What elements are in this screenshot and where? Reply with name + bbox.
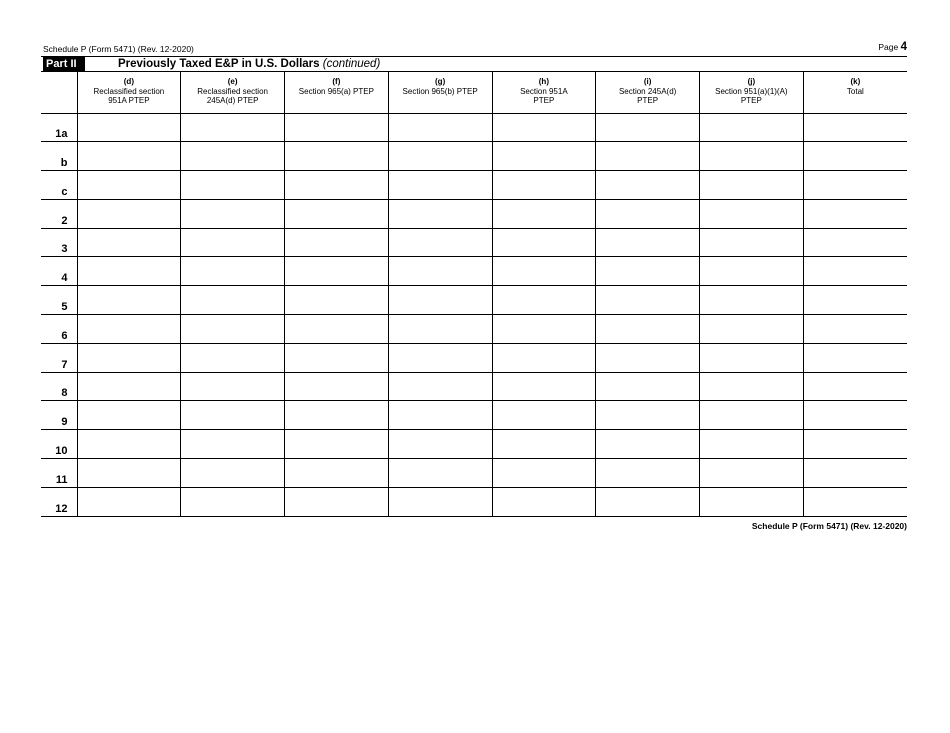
entry-cell-k[interactable] — [803, 487, 907, 516]
column-header-d — [77, 71, 181, 113]
table-body — [41, 113, 907, 516]
line-number: 12 — [41, 487, 77, 516]
table-row — [41, 459, 907, 488]
entry-cell-f[interactable] — [285, 459, 389, 488]
column-label: Section 951(a)(1)(A) — [715, 86, 788, 96]
entry-cell-j[interactable] — [700, 430, 804, 459]
column-label: Section 951A — [520, 86, 568, 96]
entry-cell-g[interactable] — [388, 315, 492, 344]
entry-cell-i[interactable] — [596, 459, 700, 488]
entry-cell-g[interactable] — [388, 401, 492, 430]
entry-cell-e[interactable] — [181, 487, 285, 516]
part-continued: (continued) — [322, 58, 381, 70]
entry-cell-d[interactable] — [77, 372, 181, 401]
entry-cell-g[interactable] — [388, 487, 492, 516]
entry-cell-j[interactable] — [700, 487, 804, 516]
entry-cell-f[interactable] — [285, 401, 389, 430]
table-row — [41, 315, 907, 344]
line-number: 11 — [41, 459, 77, 488]
entry-cell-k[interactable] — [803, 113, 907, 142]
entry-cell-d[interactable] — [77, 343, 181, 372]
entry-cell-d[interactable] — [77, 401, 181, 430]
table-row — [41, 487, 907, 516]
line-number: 8 — [41, 372, 77, 401]
entry-cell-i[interactable] — [596, 228, 700, 257]
line-number: b — [41, 142, 77, 171]
entry-cell-k[interactable] — [803, 401, 907, 430]
column-label: PTEP — [637, 96, 659, 105]
entry-cell-g[interactable] — [388, 372, 492, 401]
table-row — [41, 171, 907, 200]
entry-cell-g[interactable] — [388, 257, 492, 286]
entry-cell-d[interactable] — [77, 142, 181, 171]
entry-cell-e[interactable] — [181, 372, 285, 401]
line-number: 3 — [41, 228, 77, 257]
entry-cell-h[interactable] — [492, 228, 596, 257]
table-row — [41, 142, 907, 171]
entry-cell-g[interactable] — [388, 113, 492, 142]
entry-cell-k[interactable] — [803, 430, 907, 459]
entry-cell-g[interactable] — [388, 459, 492, 488]
part-heading — [41, 57, 907, 71]
column-letter: (e) — [227, 77, 238, 86]
entry-cell-f[interactable] — [285, 372, 389, 401]
table-row — [41, 257, 907, 286]
entry-cell-d[interactable] — [77, 459, 181, 488]
entry-cell-k[interactable] — [803, 171, 907, 200]
entry-cell-h[interactable] — [492, 257, 596, 286]
entry-cell-i[interactable] — [596, 171, 700, 200]
entry-cell-k[interactable] — [803, 257, 907, 286]
entry-cell-k[interactable] — [803, 286, 907, 315]
column-label: PTEP — [740, 96, 762, 105]
entry-cell-e[interactable] — [181, 315, 285, 344]
ptep-table — [41, 71, 907, 517]
entry-cell-h[interactable] — [492, 113, 596, 142]
line-number-header — [41, 71, 77, 113]
entry-cell-k[interactable] — [803, 372, 907, 401]
entry-cell-e[interactable] — [181, 113, 285, 142]
entry-cell-i[interactable] — [596, 142, 700, 171]
page-number: 4 — [900, 41, 907, 53]
entry-cell-h[interactable] — [492, 401, 596, 430]
table-row — [41, 430, 907, 459]
column-header-g — [388, 71, 492, 113]
line-number: c — [41, 171, 77, 200]
page-footer: Schedule P (Form 5471) (Rev. 12-2020) — [751, 521, 907, 531]
entry-cell-j[interactable] — [700, 315, 804, 344]
entry-cell-e[interactable] — [181, 257, 285, 286]
entry-cell-j[interactable] — [700, 286, 804, 315]
entry-cell-e[interactable] — [181, 286, 285, 315]
entry-cell-j[interactable] — [700, 401, 804, 430]
table-row — [41, 199, 907, 228]
entry-cell-j[interactable] — [700, 372, 804, 401]
line-number: 1a — [41, 113, 77, 142]
entry-cell-h[interactable] — [492, 142, 596, 171]
part-title — [118, 57, 380, 71]
entry-cell-j[interactable] — [700, 257, 804, 286]
entry-cell-h[interactable] — [492, 286, 596, 315]
entry-cell-d[interactable] — [77, 171, 181, 200]
column-header-k — [803, 71, 907, 113]
table-row — [41, 228, 907, 257]
entry-cell-d[interactable] — [77, 315, 181, 344]
line-number: 5 — [41, 286, 77, 315]
entry-cell-f[interactable] — [285, 113, 389, 142]
entry-cell-k[interactable] — [803, 228, 907, 257]
column-header-e — [181, 71, 285, 113]
column-letter: (f) — [332, 77, 341, 86]
entry-cell-d[interactable] — [77, 228, 181, 257]
entry-cell-h[interactable] — [492, 199, 596, 228]
line-number: 9 — [41, 401, 77, 430]
entry-cell-e[interactable] — [181, 142, 285, 171]
column-label: Reclassified section — [93, 86, 165, 96]
column-header-i — [596, 71, 700, 113]
entry-cell-j[interactable] — [700, 459, 804, 488]
entry-cell-f[interactable] — [285, 171, 389, 200]
line-number: 2 — [41, 199, 77, 228]
entry-cell-d[interactable] — [77, 199, 181, 228]
entry-cell-f[interactable] — [285, 487, 389, 516]
column-header-h — [492, 71, 596, 113]
entry-cell-f[interactable] — [285, 257, 389, 286]
entry-cell-f[interactable] — [285, 199, 389, 228]
entry-cell-g[interactable] — [388, 171, 492, 200]
entry-cell-f[interactable] — [285, 228, 389, 257]
entry-cell-g[interactable] — [388, 343, 492, 372]
entry-cell-i[interactable] — [596, 430, 700, 459]
entry-cell-i[interactable] — [596, 343, 700, 372]
entry-cell-i[interactable] — [596, 286, 700, 315]
entry-cell-i[interactable] — [596, 487, 700, 516]
table-row — [41, 372, 907, 401]
entry-cell-d[interactable] — [77, 430, 181, 459]
column-label: PTEP — [533, 96, 555, 105]
column-letter: (h) — [538, 77, 549, 86]
table-row — [41, 401, 907, 430]
line-number: 10 — [41, 430, 77, 459]
column-label: Total — [846, 86, 864, 96]
page-label: Page — [878, 42, 899, 52]
table-header-row — [41, 71, 907, 113]
column-label: 245A(d) PTEP — [206, 96, 259, 105]
part-title-text: Previously Taxed E&P in U.S. Dollars — [118, 58, 320, 70]
table-row — [41, 343, 907, 372]
entry-cell-g[interactable] — [388, 286, 492, 315]
entry-cell-g[interactable] — [388, 142, 492, 171]
entry-cell-g[interactable] — [388, 199, 492, 228]
entry-cell-e[interactable] — [181, 401, 285, 430]
entry-cell-i[interactable] — [596, 113, 700, 142]
entry-cell-k[interactable] — [803, 459, 907, 488]
entry-cell-e[interactable] — [181, 199, 285, 228]
column-label: Reclassified section — [197, 86, 268, 96]
form-identifier: Schedule P (Form 5471) (Rev. 12-2020) — [43, 44, 194, 54]
entry-cell-j[interactable] — [700, 171, 804, 200]
entry-cell-e[interactable] — [181, 228, 285, 257]
entry-cell-d[interactable] — [77, 113, 181, 142]
entry-cell-i[interactable] — [596, 199, 700, 228]
column-label: Section 245A(d) — [618, 86, 677, 96]
column-header-f — [285, 71, 389, 113]
table-row — [41, 286, 907, 315]
entry-cell-h[interactable] — [492, 459, 596, 488]
entry-cell-k[interactable] — [803, 142, 907, 171]
entry-cell-h[interactable] — [492, 487, 596, 516]
entry-cell-i[interactable] — [596, 372, 700, 401]
entry-cell-g[interactable] — [388, 430, 492, 459]
entry-cell-d[interactable] — [77, 286, 181, 315]
entry-cell-f[interactable] — [285, 343, 389, 372]
entry-cell-h[interactable] — [492, 315, 596, 344]
entry-cell-h[interactable] — [492, 171, 596, 200]
entry-cell-g[interactable] — [388, 228, 492, 257]
entry-cell-f[interactable] — [285, 430, 389, 459]
entry-cell-f[interactable] — [285, 142, 389, 171]
line-number: 4 — [41, 257, 77, 286]
entry-cell-h[interactable] — [492, 372, 596, 401]
column-header-j — [700, 71, 804, 113]
entry-cell-i[interactable] — [596, 401, 700, 430]
entry-cell-j[interactable] — [700, 199, 804, 228]
line-number: 6 — [41, 315, 77, 344]
column-label: 951A PTEP — [108, 96, 150, 105]
entry-cell-j[interactable] — [700, 142, 804, 171]
column-letter: (i) — [643, 77, 652, 86]
table-row — [41, 113, 907, 142]
page-header — [41, 41, 907, 56]
entry-cell-h[interactable] — [492, 430, 596, 459]
part-badge: Part II — [43, 57, 85, 71]
line-number: 7 — [41, 343, 77, 372]
entry-cell-j[interactable] — [700, 228, 804, 257]
entry-cell-k[interactable] — [803, 343, 907, 372]
entry-cell-j[interactable] — [700, 343, 804, 372]
entry-cell-k[interactable] — [803, 315, 907, 344]
entry-cell-d[interactable] — [77, 257, 181, 286]
column-letter: (k) — [850, 77, 861, 86]
entry-cell-h[interactable] — [492, 343, 596, 372]
entry-cell-e[interactable] — [181, 459, 285, 488]
entry-cell-f[interactable] — [285, 286, 389, 315]
page-indicator — [878, 41, 907, 53]
entry-cell-e[interactable] — [181, 343, 285, 372]
column-letter: (g) — [435, 77, 446, 86]
column-letter: (j) — [747, 77, 756, 86]
entry-cell-d[interactable] — [77, 487, 181, 516]
column-label: Section 965(b) PTEP — [402, 86, 478, 96]
column-letter: (d) — [123, 77, 134, 86]
entry-cell-j[interactable] — [700, 113, 804, 142]
entry-cell-i[interactable] — [596, 315, 700, 344]
entry-cell-i[interactable] — [596, 257, 700, 286]
entry-cell-e[interactable] — [181, 171, 285, 200]
entry-cell-f[interactable] — [285, 315, 389, 344]
entry-cell-k[interactable] — [803, 199, 907, 228]
entry-cell-e[interactable] — [181, 430, 285, 459]
column-label: Section 965(a) PTEP — [298, 86, 374, 96]
